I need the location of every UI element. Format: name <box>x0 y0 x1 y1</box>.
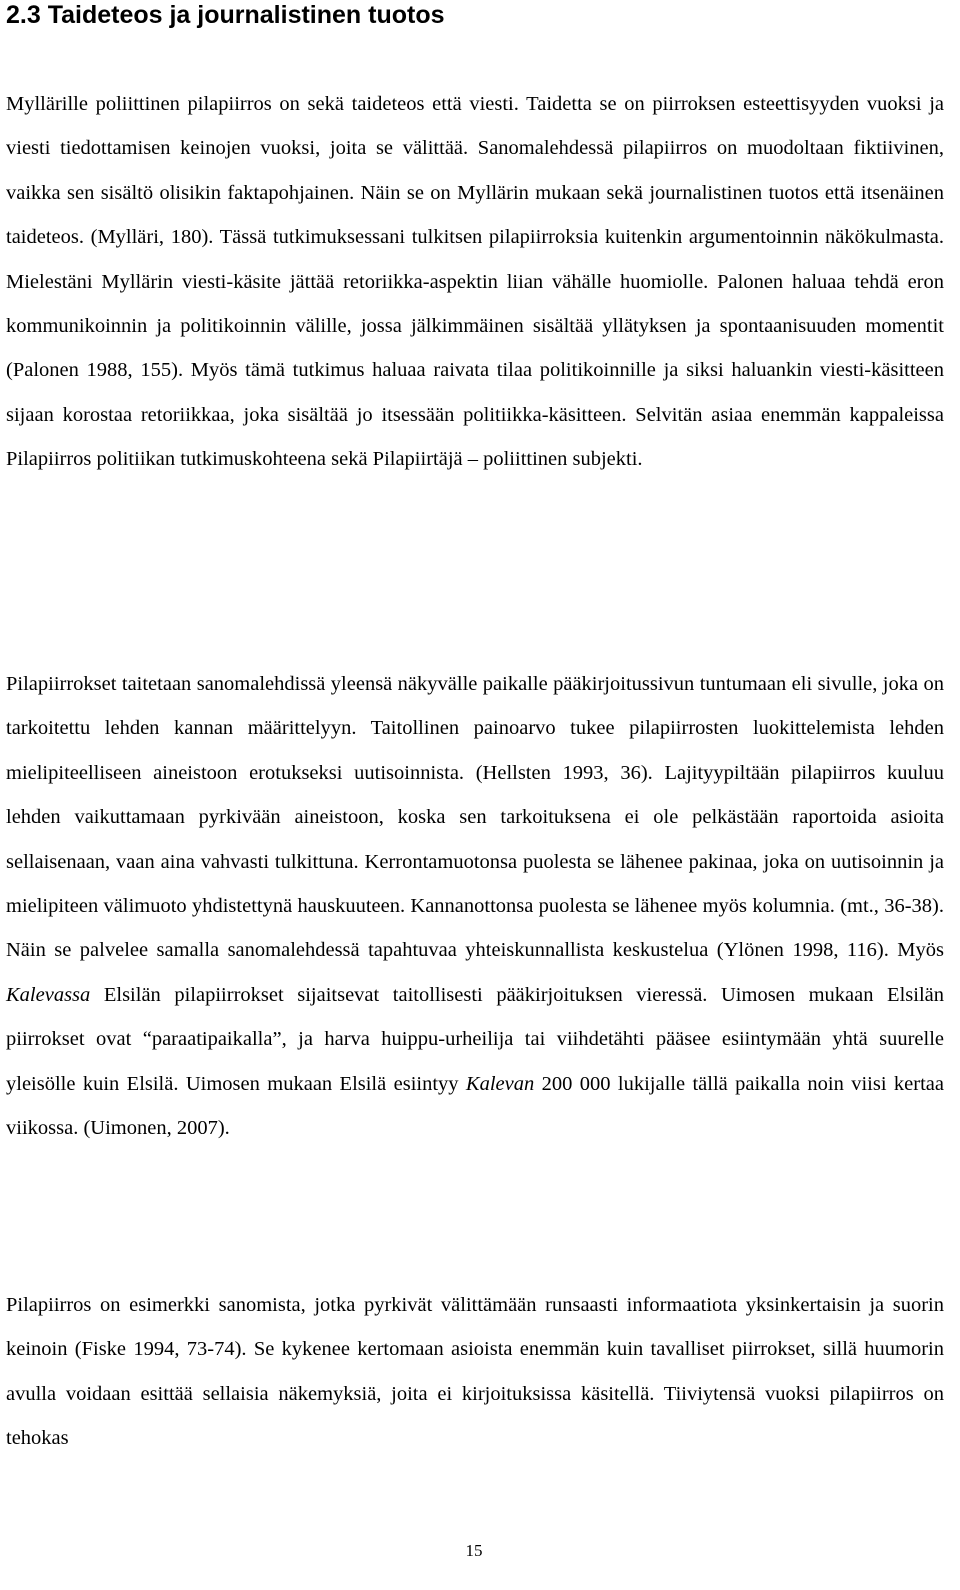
paragraph-2-text-c: 200 000 lukijalle tällä paikalla noin viisi kertaa viikossa. (Uimonen, 2007). <box>6 1072 944 1140</box>
section-heading: 2.3 Taideteos ja journalistinen tuotos <box>6 1 445 29</box>
paragraph-2-text-a: Pilapiirrokset taitetaan sanomalehdissä yleensä näkyvälle paikalle pääkirjoitussivun tuntumaan eli sivulle, joka on tarkoitettu lehden kannan määrittelyyn. Taitollinen painoarvo tukee pilapiirrosten luokittelemista lehden mielipiteelliseen aineistoon erotukseksi uutisoinnista. (Hellsten 1993, 36). Lajityypiltään pilapiirros kuuluu lehden vaikuttamaan pyrkivään aineistoon, koska sen tarkoituksena ei ole pelkästään raportoida asioita sellaisenaan, vaan aina vahvasti tulkittuna. Kerrontamuotonsa puolesta se lähenee pakinaa, joka on uutisoinnin ja mielipiteen välimuoto yhdistettynä hauskuuteen. Kannanottonsa puolesta se lähenee myös kolumnia. (mt., 36-38). Näin se palvelee samalla sanomalehdessä tapahtuvaa yhteiskunnallista keskustelua (Ylönen 1998, 116). Myös <box>6 673 944 962</box>
paragraph-2-text-b: Elsilän pilapiirrokset sijaitsevat taitollisesti pääkirjoituksen vieressä. Uimosen mukaan Elsilän piirrokset ovat “paraatipaikalla”, ja harva huippu-urheilija tai viihdetähti pääsee esiintymään yhtä suurelle yleisölle kuin Elsilä. Uimosen mukaan Elsilä esiintyy <box>6 983 944 1095</box>
newspaper-name-kalevan: Kalevan <box>465 1072 535 1095</box>
newspaper-name-kalevassa: Kalevassa <box>6 983 91 1006</box>
page-number: 15 <box>465 1541 483 1560</box>
paragraph-2 <box>6 662 944 1150</box>
paragraph-3: Pilapiirros on esimerkki sanomista, jotka pyrkivät välittämään runsaasti informaatiota yksinkertaisin ja suorin keinoin (Fiske 1994, 73-74). Se kykenee kertomaan asioista enemmän kuin tavalliset piirrokset, sillä huumorin avulla voidaan esittää sellaisia näkemyksiä, joita ei kirjoituksissa käsitellä. Tiiviytensä vuoksi pilapiirros on tehokas <box>6 1294 944 1450</box>
paragraph-1: Myllärille poliittinen pilapiirros on sekä taideteos että viesti. Taidetta se on piirroksen esteettisyyden vuoksi ja viesti tiedottamisen keinojen vuoksi, joita se välittää. Sanomalehdessä pilapiirros on muodoltaan fiktiivinen, vaikka sen sisältö olisikin faktapohjainen. Näin se on Myllärin mukaan sekä journalistinen tuotos että itsenäinen taideteos. (Mylläri, 180). Tässä tutkimuksessani tulkitsen pilapiirroksia kuitenkin argumentoinnin näkökulmasta. Mielestäni Myllärin viesti-käsite jättää retoriikka-aspektin liian vähälle huomiolle. Palonen haluaa tehdä eron kommunikoinnin ja politikoinnin välille, jossa jälkimmäinen sisältää yllätyksen ja spontaanisuuden momentit (Palonen 1988, 155). Myös tämä tutkimus haluaa raivata tilaa politikoinnille ja siksi haluankin viesti-käsitteen sijaan korostaa retoriikkaa, joka sisältää jo itsessään politiikka-käsitteen. Selvitän asiaa enemmän kappaleissa Pilapiirros politiikan tutkimuskohteena sekä Pilapiirtäjä – poliittinen subjekti. <box>6 93 944 471</box>
